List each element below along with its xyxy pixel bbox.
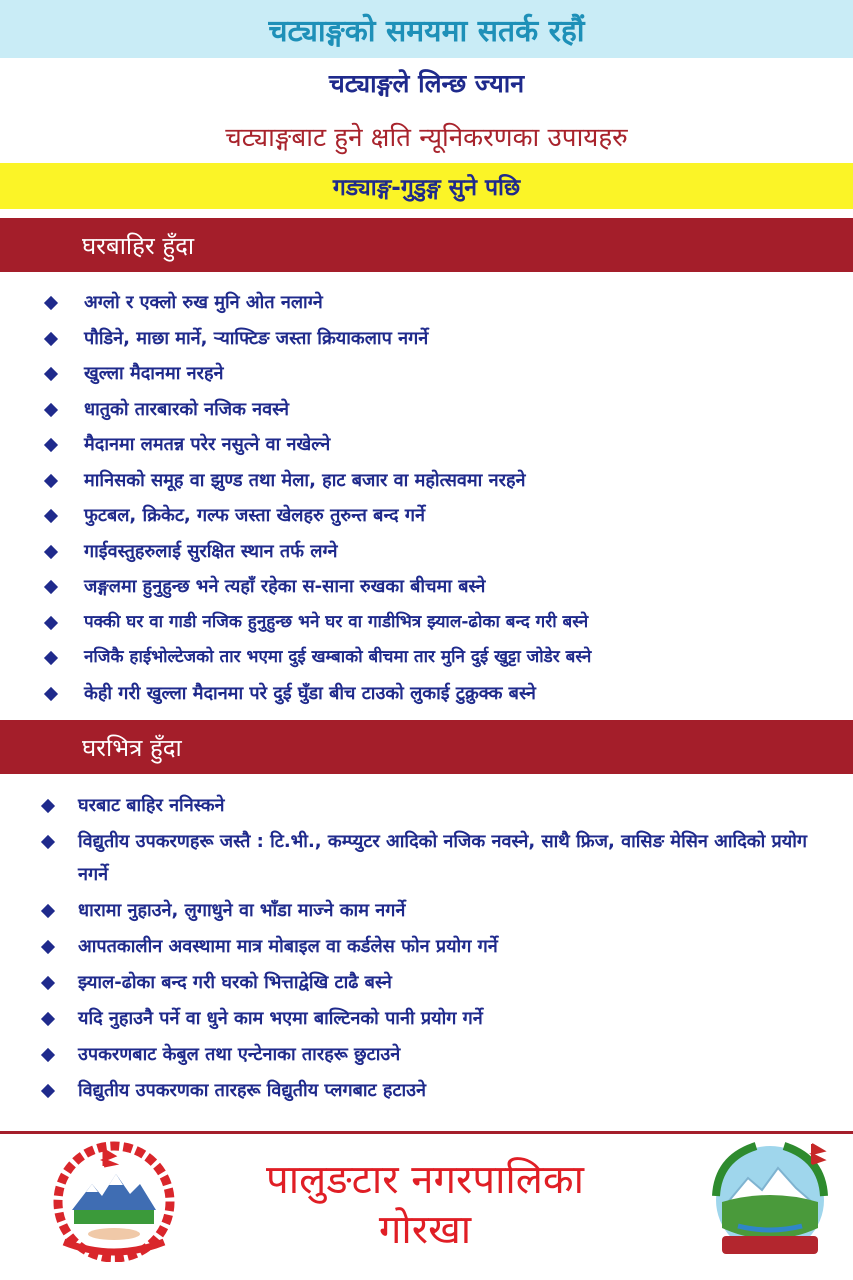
list-item: विद्युतीय उपकरणहरू जस्तै : टि.भी., कम्प्युटर आदिको नजिक नवस्ने, साथै फ्रिज, वासिङ मेसिन आदिको प्रयोग नगर्ने xyxy=(0,825,818,891)
diamond-bullet-icon xyxy=(44,544,58,558)
page-title: चट्याङ्गको समयमा सतर्क रहौं xyxy=(268,13,585,49)
list-item: पौडिने, माछा मार्ने, र्‍याफ्टिङ जस्ता क्रियाकलाप नगर्ने xyxy=(0,321,591,357)
list-item: मानिसको समूह वा झुण्ड तथा मेला, हाट बजार वा महोत्सवमा नरहने xyxy=(0,463,591,499)
subtitle-warning: चट्याङ्गले लिन्छ ज्यान xyxy=(328,69,525,98)
diamond-bullet-icon xyxy=(41,940,55,954)
diamond-bullet-icon xyxy=(44,296,58,310)
inside-precautions-list xyxy=(0,789,818,1110)
list-item: धातुको तारबारको नजिक नवस्ने xyxy=(0,392,591,428)
outside-precautions-list xyxy=(0,285,591,711)
diamond-bullet-icon xyxy=(41,835,55,849)
section-header-outside xyxy=(0,218,853,272)
diamond-bullet-icon xyxy=(44,438,58,452)
nepal-government-emblem-icon xyxy=(52,1140,176,1262)
list-item: नजिकै हाईभोल्टेजको तार भएमा दुई खम्बाको बीचमा तार मुनि दुई खुट्टा जोडेर बस्ने xyxy=(0,640,591,676)
diamond-bullet-icon xyxy=(41,1084,55,1098)
diamond-bullet-icon xyxy=(44,473,58,487)
section-header-inside xyxy=(0,720,853,774)
diamond-bullet-icon xyxy=(41,1048,55,1062)
list-item: गाईवस्तुहरुलाई सुरक्षित स्थान तर्फ लग्ने xyxy=(0,534,591,570)
list-item: अग्लो र एक्लो रुख मुनि ओत नलाग्ने xyxy=(0,285,591,321)
list-item: यदि नुहाउनै पर्ने वा धुने काम भएमा बाल्टिनको पानी प्रयोग गर्ने xyxy=(0,1002,818,1035)
section-heading-inside: घरभित्र हुँदा xyxy=(82,733,182,762)
diamond-bullet-icon xyxy=(44,580,58,594)
diamond-bullet-icon xyxy=(44,686,58,700)
diamond-bullet-icon xyxy=(41,976,55,990)
diamond-bullet-icon xyxy=(44,615,58,629)
trigger-banner xyxy=(0,163,853,209)
list-item: उपकरणबाट केबुल तथा एन्टेनाका तारहरू छुटाउने xyxy=(0,1038,818,1071)
diamond-bullet-icon xyxy=(41,904,55,918)
title-banner xyxy=(0,0,853,58)
list-item: विद्युतीय उपकरणका तारहरू विद्युतीय प्लगबाट हटाउने xyxy=(0,1074,818,1107)
diamond-bullet-icon xyxy=(44,509,58,523)
list-item: झ्याल-ढोका बन्द गरी घरको भित्ताद्वेखि टाढै बस्ने xyxy=(0,966,818,999)
list-item: धारामा नुहाउने, लुगाधुने वा भाँडा माज्ने काम नगर्ने xyxy=(0,894,818,927)
palungtar-municipality-logo-icon xyxy=(708,1138,832,1262)
trigger-text: गड्याङ्ग-गुडुङ्ग सुने पछि xyxy=(332,175,521,201)
list-item: मैदानमा लमतन्न परेर नसुत्ने वा नखेल्ने xyxy=(0,427,591,463)
district-name: गोरखा xyxy=(378,1207,472,1253)
section-heading-outside: घरबाहिर हुँदा xyxy=(82,231,195,260)
list-item: जङ्गलमा हुनुहुन्छ भने त्यहाँ रहेका स-साना रुखका बीचमा बस्ने xyxy=(0,569,591,605)
diamond-bullet-icon xyxy=(41,799,55,813)
municipality-name: पालुङटार नगरपालिका xyxy=(266,1157,584,1203)
list-item: केही गरी खुल्ला मैदानमा परे दुई घुँडा बीच टाउको लुकाई टुक्रुक्क बस्ने xyxy=(0,676,591,712)
subtitle-measures: चट्याङ्गबाट हुने क्षति न्यूनिकरणका उपायहरु xyxy=(225,123,628,153)
list-item: घरबाट बाहिर ननिस्कने xyxy=(0,789,818,822)
diamond-bullet-icon xyxy=(44,651,58,665)
list-item: आपतकालीन अवस्थामा मात्र मोबाइल वा कर्डलेस फोन प्रयोग गर्ने xyxy=(0,930,818,963)
list-item: खुल्ला मैदानमा नरहने xyxy=(0,356,591,392)
diamond-bullet-icon xyxy=(44,331,58,345)
diamond-bullet-icon xyxy=(44,367,58,381)
list-item: पक्की घर वा गाडी नजिक हुनुहुन्छ भने घर वा गाडीभित्र झ्याल-ढोका बन्द गरी बस्ने xyxy=(0,605,591,641)
list-item: फुटबल, क्रिकेट, गल्फ जस्ता खेलहरु तुरुन्त बन्द गर्ने xyxy=(0,498,591,534)
diamond-bullet-icon xyxy=(44,402,58,416)
diamond-bullet-icon xyxy=(41,1012,55,1026)
